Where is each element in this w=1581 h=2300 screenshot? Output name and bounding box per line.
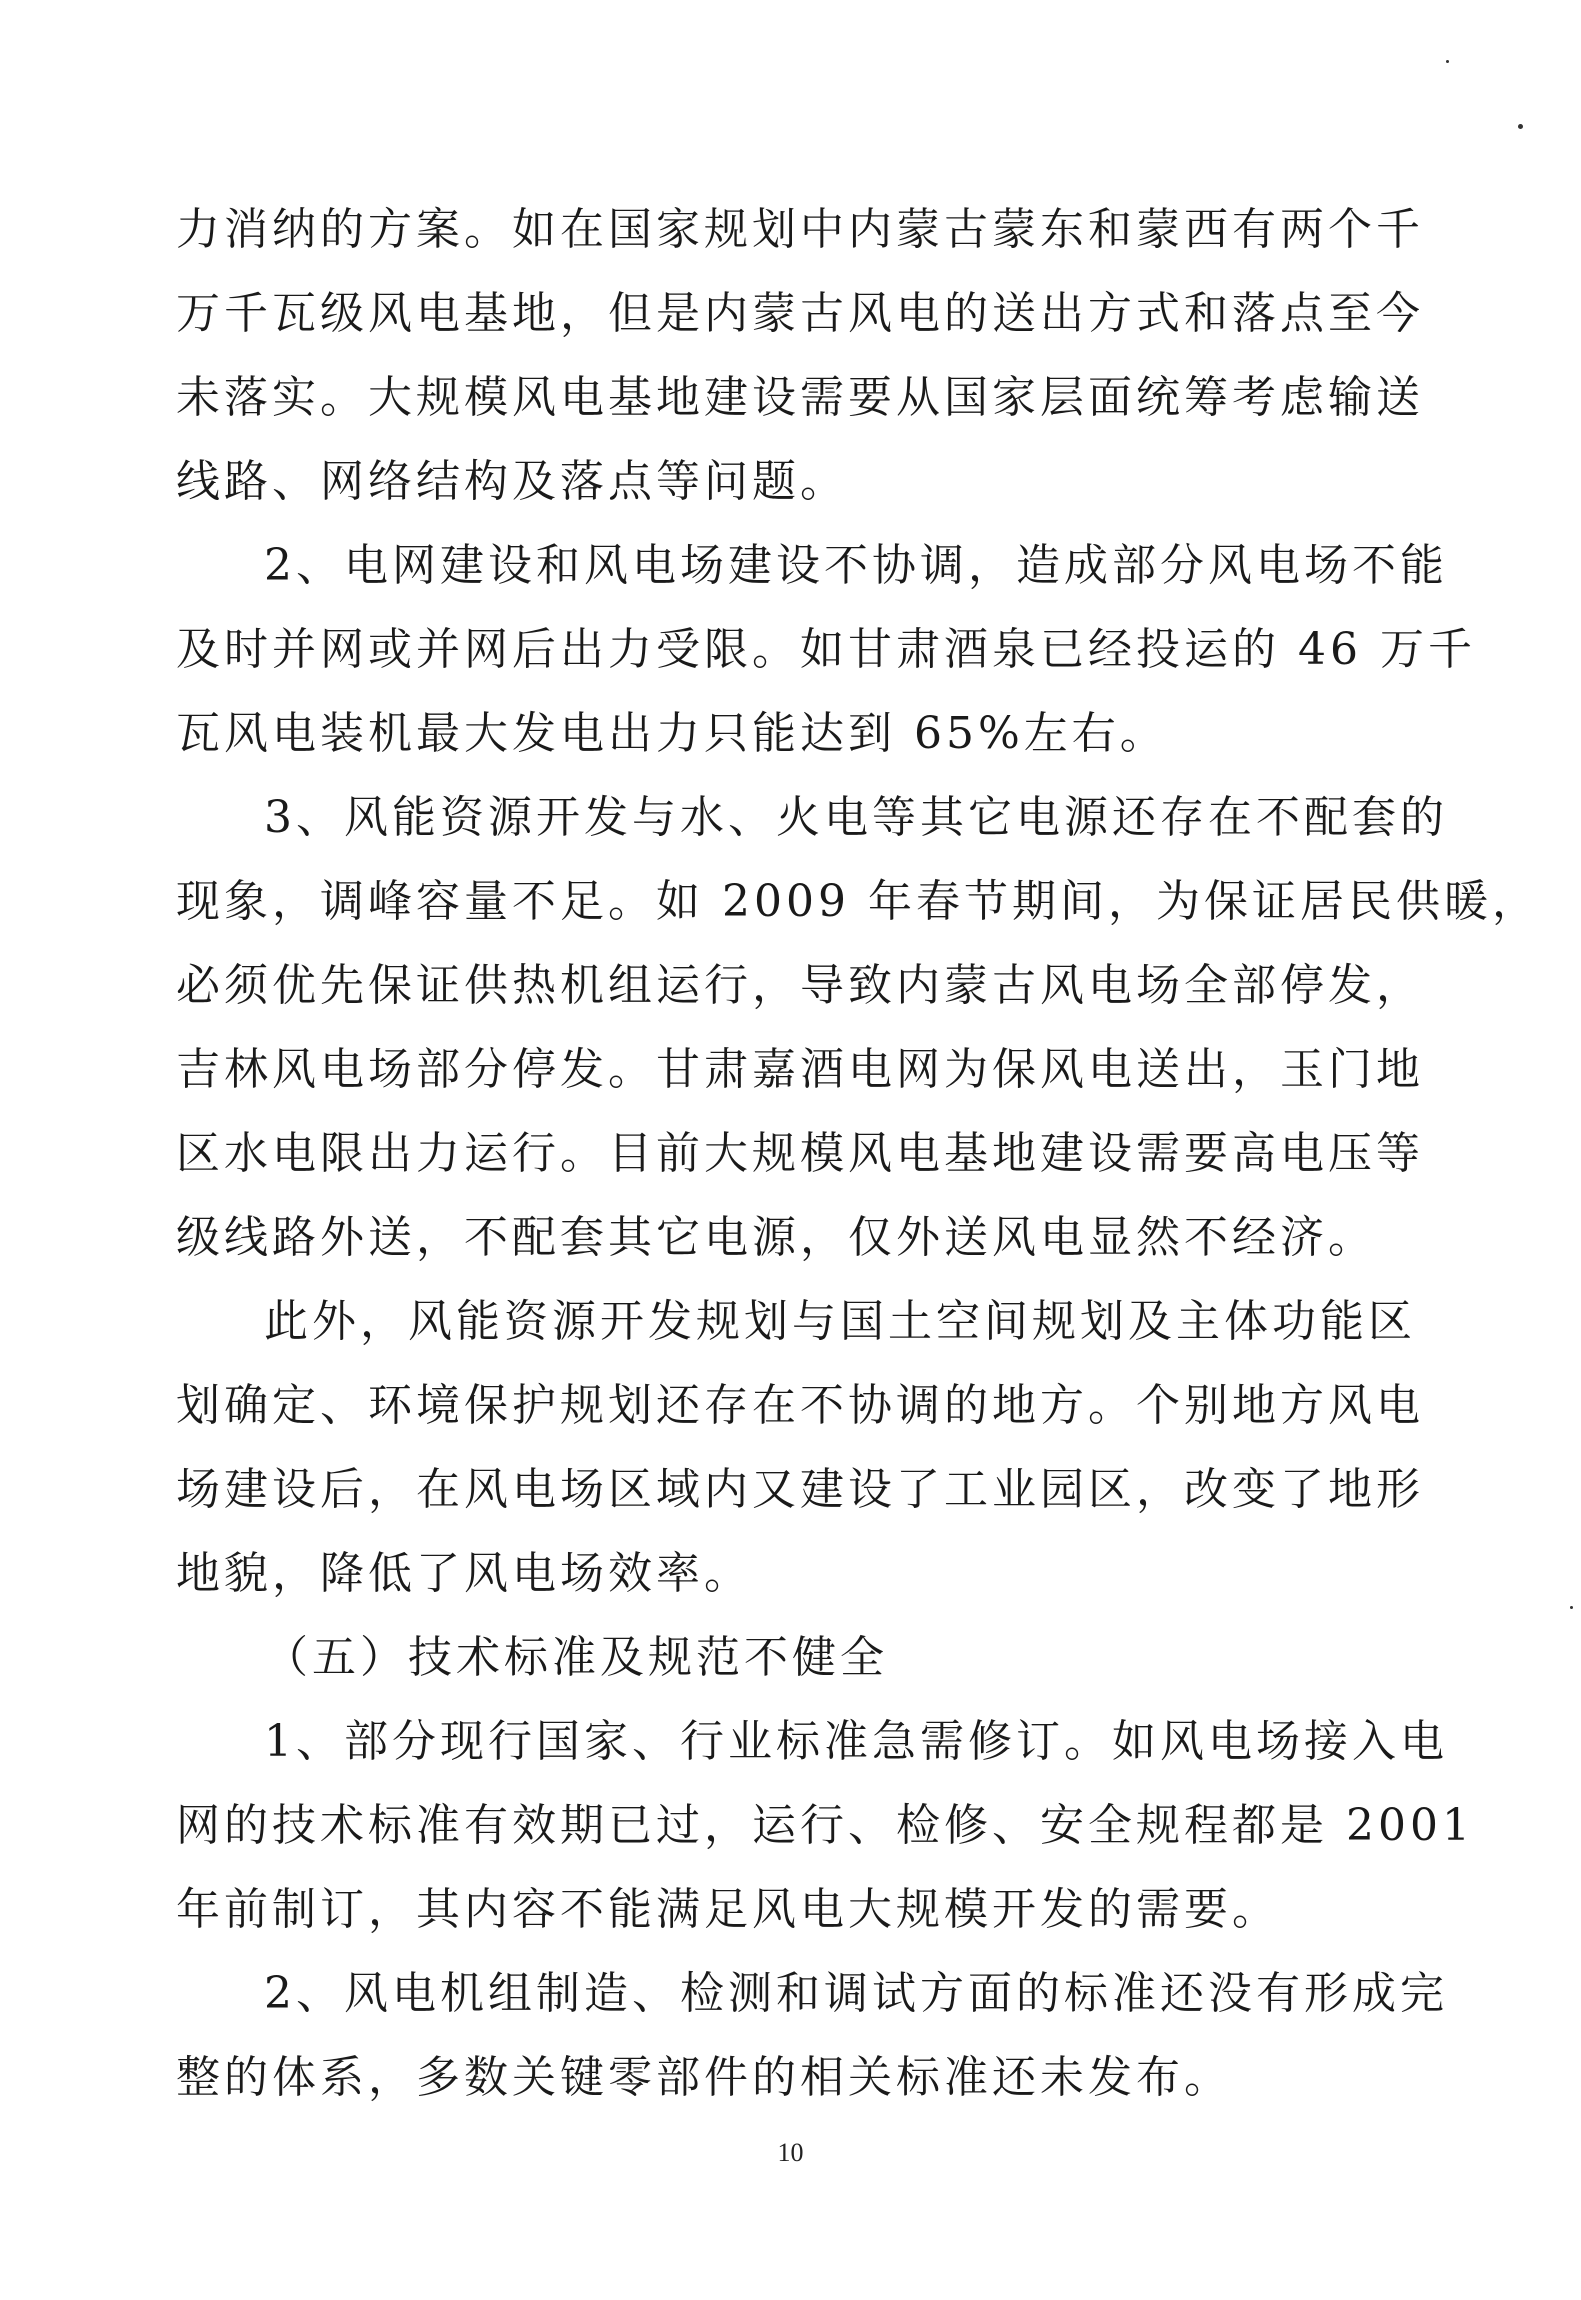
text-line-2: 万千瓦级风电基地，但是内蒙古风电的送出方式和落点至今	[176, 288, 1424, 339]
scan-speck	[1518, 124, 1523, 129]
text-line-21: 年前制订，其内容不能满足风电大规模开发的需要。	[176, 1884, 1280, 1935]
text-line-9: 现象，调峰容量不足。如 2009 年春节期间，为保证居民供暖，	[176, 876, 1540, 927]
text-line-8: 3、风能资源开发与水、火电等其它电源还存在不配套的	[264, 792, 1448, 843]
scan-speck	[1570, 1606, 1573, 1609]
text-line-4: 线路、网络结构及落点等问题。	[176, 456, 848, 507]
page-number: 10	[777, 2138, 804, 2167]
text-line-15: 划确定、环境保护规划还存在不协调的地方。个别地方风电	[176, 1380, 1424, 1431]
text-line-12: 区水电限出力运行。目前大规模风电基地建设需要高电压等	[176, 1128, 1424, 1179]
text-line-6: 及时并网或并网后出力受限。如甘肃酒泉已经投运的 46 万千	[176, 624, 1476, 675]
text-line-1: 力消纳的方案。如在国家规划中内蒙古蒙东和蒙西有两个千	[176, 204, 1424, 255]
text-line-14: 此外，风能资源开发规划与国土空间规划及主体功能区	[264, 1296, 1416, 1347]
text-line-7: 瓦风电装机最大发电出力只能达到 65%左右。	[176, 708, 1168, 759]
text-line-17: 地貌，降低了风电场效率。	[176, 1548, 752, 1599]
text-line-20: 网的技术标准有效期已过，运行、检修、安全规程都是 2001	[176, 1800, 1474, 1851]
text-line-16: 场建设后，在风电场区域内又建设了工业园区，改变了地形	[176, 1464, 1424, 1515]
text-line-10: 必须优先保证供热机组运行，导致内蒙古风电场全部停发，	[176, 960, 1424, 1011]
text-line-3: 未落实。大规模风电基地建设需要从国家层面统筹考虑输送	[176, 372, 1424, 423]
scan-speck	[1446, 60, 1449, 63]
text-line-5: 2、电网建设和风电场建设不协调，造成部分风电场不能	[264, 540, 1448, 591]
text-line-13: 级线路外送，不配套其它电源，仅外送风电显然不经济。	[176, 1212, 1376, 1263]
text-line-11: 吉林风电场部分停发。甘肃嘉酒电网为保风电送出，玉门地	[176, 1044, 1424, 1095]
text-line-22: 2、风电机组制造、检测和调试方面的标准还没有形成完	[264, 1968, 1448, 2019]
section-heading: （五）技术标准及规范不健全	[264, 1632, 888, 1683]
text-line-23: 整的体系，多数关键零部件的相关标准还未发布。	[176, 2052, 1232, 2103]
text-line-19: 1、部分现行国家、行业标准急需修订。如风电场接入电	[264, 1716, 1448, 1767]
